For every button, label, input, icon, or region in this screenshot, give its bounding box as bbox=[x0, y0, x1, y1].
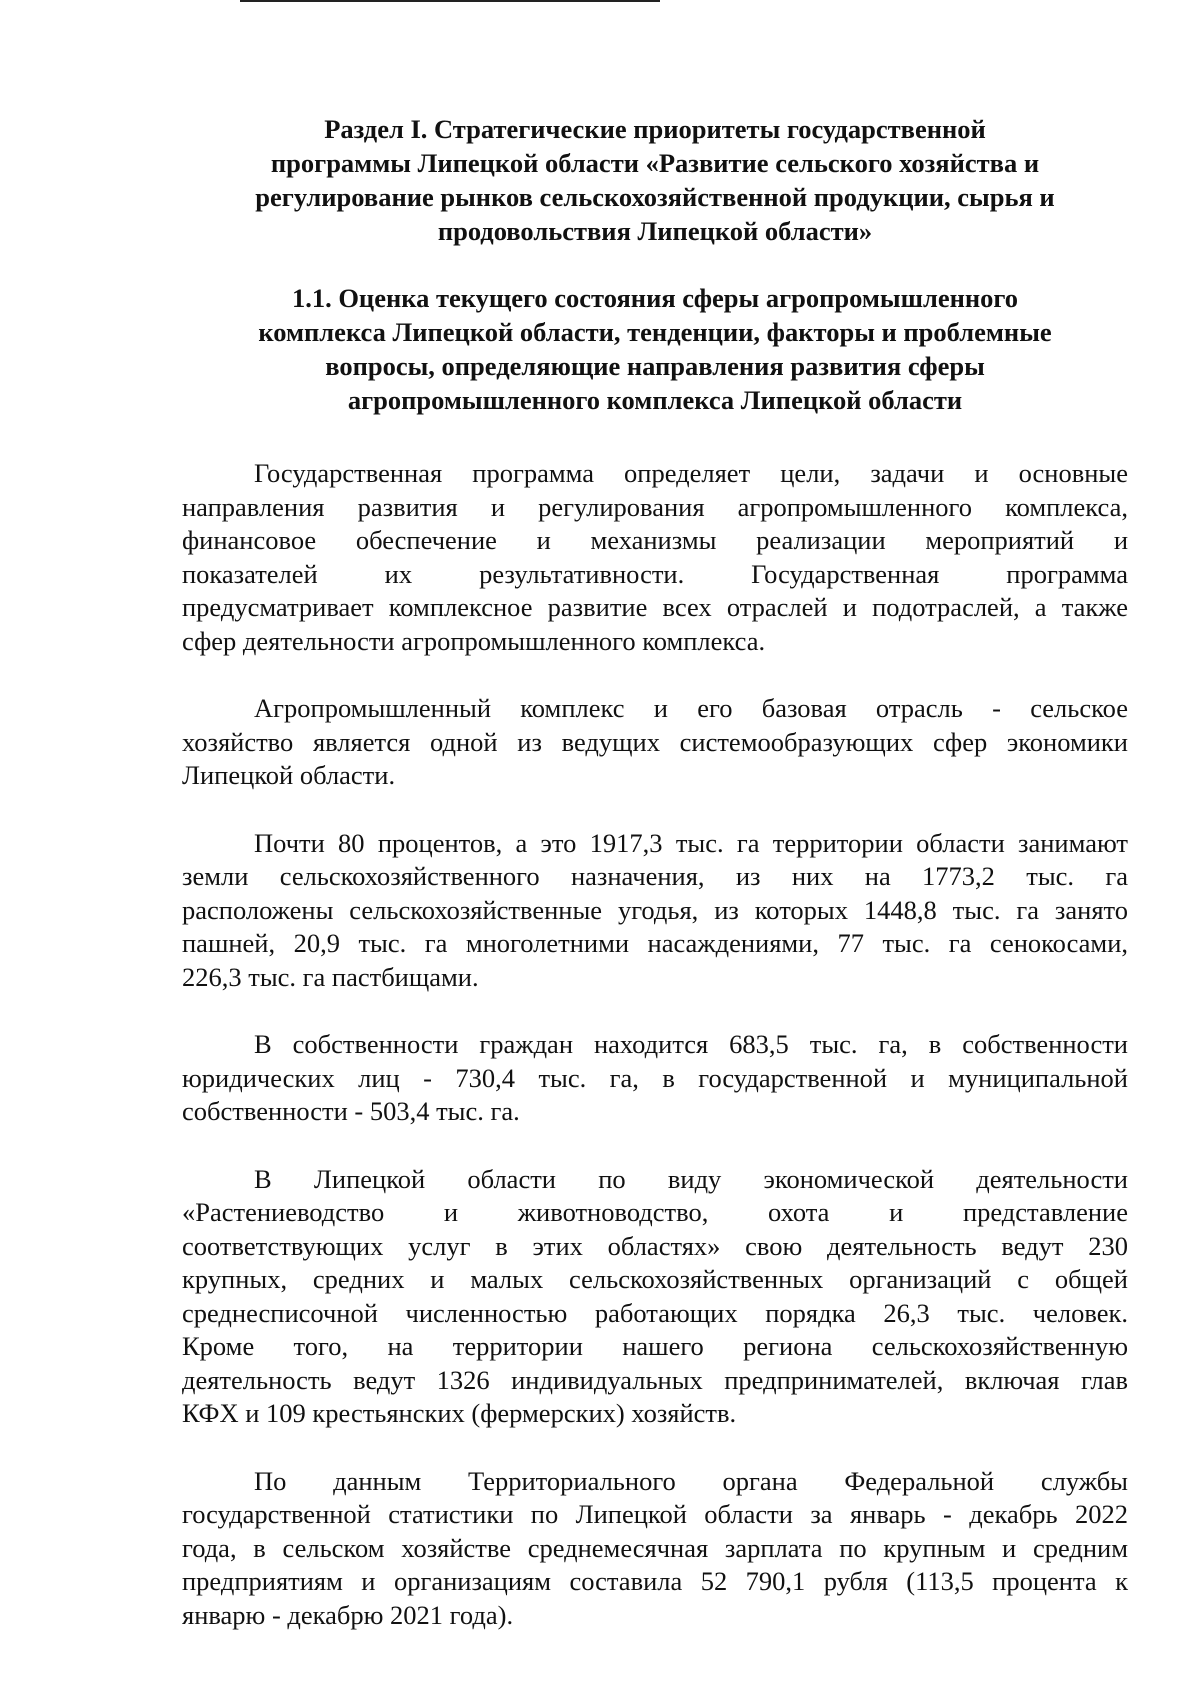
text-line: государственной статистики по Липецкой области за январь - декабрь 2022 bbox=[182, 1499, 1128, 1529]
text-line: В Липецкой области по виду экономической деятельности bbox=[254, 1163, 1128, 1194]
paragraph-agro-complex bbox=[182, 692, 1128, 793]
text-line: деятельность ведут 1326 индивидуальных предпринимателей, включая глав bbox=[182, 1364, 1128, 1395]
text-line: расположены сельскохозяйственные угодья, из которых 1448,8 тыс. га занято bbox=[182, 894, 1128, 925]
text-line: пашней, 20,9 тыс. га многолетними насаждениями, 77 тыс. га сенокосами, bbox=[182, 928, 1128, 958]
text-line: направления развития и регулирования агропромышленного комплекса, bbox=[182, 491, 1128, 522]
text-line: соответствующих услуг в этих областях» свою деятельность ведут 230 bbox=[182, 1230, 1128, 1261]
paragraph-organizations bbox=[182, 1163, 1128, 1431]
section-title bbox=[182, 112, 1128, 248]
top-edge-rule bbox=[240, 0, 660, 2]
text-line: Агропромышленный комплекс и его базовая отрасль - сельское bbox=[254, 693, 1128, 723]
document-page bbox=[182, 112, 1128, 1666]
section-title-line: Раздел I. Стратегические приоритеты государственной bbox=[324, 114, 986, 144]
text-line: года, в сельском хозяйстве среднемесячная зарплата по крупным и средним bbox=[182, 1532, 1128, 1563]
text-line: земли сельскохозяйственного назначения, из них на 1773,2 тыс. га bbox=[182, 861, 1128, 891]
paragraph-program-goals bbox=[182, 457, 1128, 658]
subsection-title-line: вопросы, определяющие направления развития сферы bbox=[325, 351, 985, 381]
text-line: «Растениеводство и животноводство, охота и представление bbox=[182, 1197, 1128, 1227]
paragraph-land-ownership bbox=[182, 1028, 1128, 1129]
text-line: КФХ и 109 крестьянских (фермерских) хозяйств. bbox=[182, 1398, 737, 1428]
text-line: хозяйство является одной из ведущих системообразующих сфер экономики bbox=[182, 726, 1128, 757]
text-line: сфер деятельности агропромышленного комплекса. bbox=[182, 625, 766, 656]
text-line: Липецкой области. bbox=[182, 760, 396, 790]
text-line: январю - декабрю 2021 года). bbox=[182, 1599, 514, 1630]
text-line: собственности - 503,4 тыс. га. bbox=[182, 1096, 520, 1126]
section-title-line: программы Липецкой области «Развитие сельского хозяйства и bbox=[270, 148, 1040, 178]
text-line: предприятиям и организациям составила 52 790,1 рубля (113,5 процента к bbox=[182, 1566, 1128, 1596]
text-line: 226,3 тыс. га пастбищами. bbox=[182, 961, 479, 992]
body-text bbox=[182, 457, 1128, 1632]
section-title-line: продовольствия Липецкой области» bbox=[437, 216, 873, 246]
text-line: финансовое обеспечение и механизмы реализации мероприятий и bbox=[182, 525, 1128, 555]
text-line: юридических лиц - 730,4 тыс. га, в государственной и муниципальной bbox=[182, 1062, 1128, 1093]
text-line: Почти 80 процентов, а это 1917,3 тыс. га территории области занимают bbox=[254, 827, 1128, 858]
text-line: предусматривает комплексное развитие всех отраслей и подотраслей, а также bbox=[182, 592, 1128, 622]
subsection-title-line: комплекса Липецкой области, тенденции, факторы и проблемные bbox=[258, 317, 1052, 347]
text-line: среднесписочной численностью работающих порядка 26,3 тыс. человек. bbox=[182, 1297, 1128, 1328]
text-line: показателей их результативности. Государственная программа bbox=[182, 558, 1128, 589]
text-line: крупных, средних и малых сельскохозяйственных организаций с общей bbox=[182, 1264, 1128, 1294]
paragraph-land-use bbox=[182, 827, 1128, 995]
text-line: В собственности граждан находится 683,5 тыс. га, в собственности bbox=[254, 1029, 1128, 1059]
subsection-title bbox=[182, 281, 1128, 417]
section-title-line: регулирование рынков сельскохозяйственной продукции, сырья и bbox=[255, 182, 1055, 212]
paragraph-salary-statistics bbox=[182, 1465, 1128, 1633]
text-line: По данным Территориального органа Федеральной службы bbox=[254, 1465, 1128, 1496]
text-line: Государственная программа определяет цели, задачи и основные bbox=[254, 458, 1128, 488]
text-line: Кроме того, на территории нашего региона сельскохозяйственную bbox=[182, 1331, 1128, 1361]
subsection-title-line: 1.1. Оценка текущего состояния сферы агропромышленного bbox=[291, 283, 1019, 313]
subsection-title-line: агропромышленного комплекса Липецкой области bbox=[347, 385, 963, 415]
